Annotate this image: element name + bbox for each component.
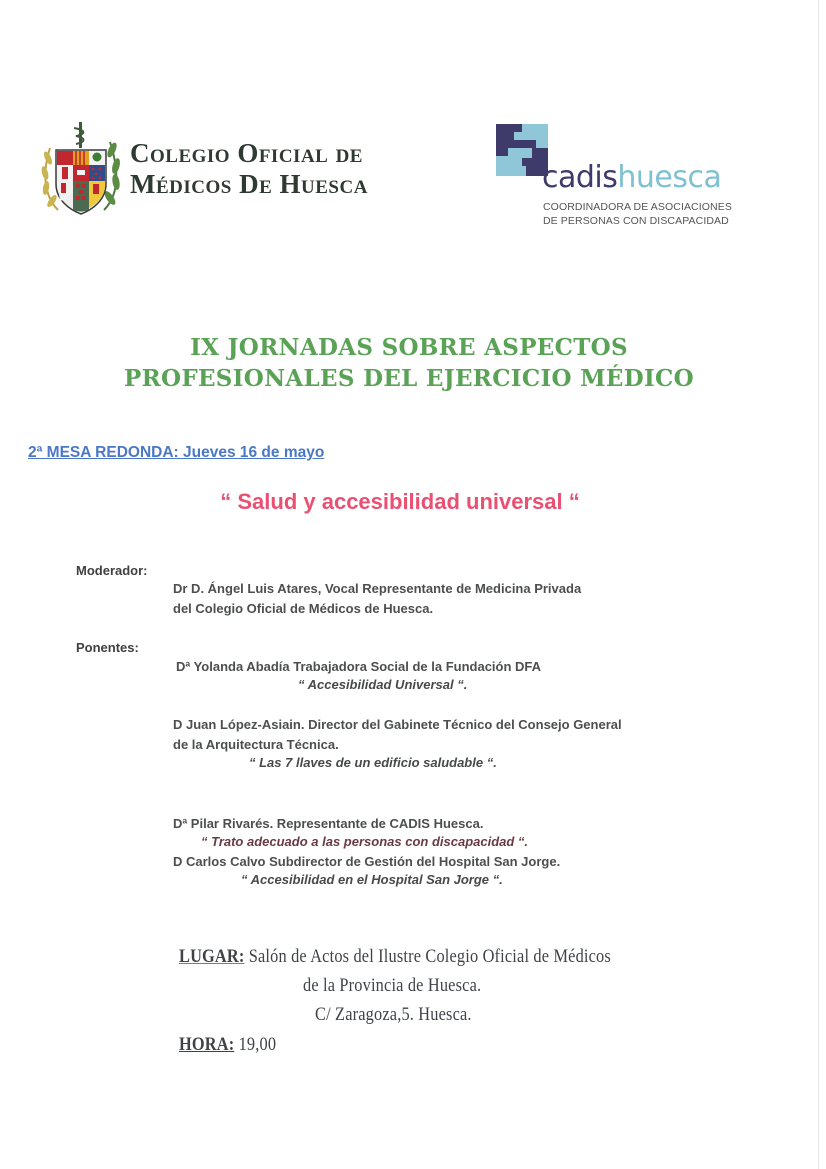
speaker-name: Dª Yolanda Abadía Trabajadora Social de la Fundación DFA xyxy=(176,659,542,674)
coat-of-arms-crest-icon xyxy=(40,118,122,216)
venue-line1 xyxy=(179,943,611,971)
time-value: 19,00 xyxy=(234,1034,277,1055)
cadis-word-part1: cadis xyxy=(542,160,618,195)
speaker-name: D Juan López-Asiain. Director del Gabinete Técnico del Consejo General xyxy=(173,717,622,732)
headline-line1: IX JORNADAS SOBRE ASPECTOS xyxy=(190,334,628,361)
moderator-line1: Dr D. Ángel Luis Atares, Vocal Representante de Medicina Privada xyxy=(173,581,582,596)
cadis-subtitle-line2: DE PERSONAS CON DISCAPACIDAD xyxy=(543,215,729,227)
venue-label: LUGAR: xyxy=(179,946,245,967)
session-title: “ Salud y accesibilidad universal “ xyxy=(220,489,580,514)
speaker-item xyxy=(173,814,528,849)
scan-edge-line xyxy=(818,0,819,1169)
moderator-label: Moderador: xyxy=(76,563,148,578)
time-line xyxy=(179,1031,276,1059)
cadis-subtitle xyxy=(543,200,732,228)
speakers-label: Ponentes: xyxy=(76,640,139,655)
speaker-affiliation: de la Arquitectura Técnica. xyxy=(173,737,339,752)
venue-line2: de la Provincia de Huesca. xyxy=(303,975,482,996)
colegio-logo xyxy=(40,118,385,218)
time-label: HORA: xyxy=(179,1034,235,1055)
round-table-date: 2ª MESA REDONDA: Jueves 16 de mayo xyxy=(28,444,325,461)
venue-address: C/ Zaragoza,5. Huesca. xyxy=(315,1004,472,1025)
cadis-word-part2: huesca xyxy=(617,160,722,195)
talk-title: “ Las 7 llaves de un edificio saludable “. xyxy=(249,755,497,770)
cadis-wordmark xyxy=(542,161,721,195)
cadis-puzzle-mark-icon xyxy=(496,124,548,176)
talk-title: “ Accesibilidad Universal “. xyxy=(298,677,468,692)
venue-place: Salón de Actos del Ilustre Colegio Oficial de Médicos xyxy=(244,946,611,967)
moderator-details xyxy=(173,579,581,619)
moderator-line2: del Colegio Oficial de Médicos de Huesca. xyxy=(173,601,434,616)
talk-title: “ Trato adecuado a las personas con discapacidad “. xyxy=(201,834,529,849)
speaker-item xyxy=(176,657,541,692)
colegio-name xyxy=(130,138,368,200)
headline-line2: PROFESIONALES DEL EJERCICIO MÉDICO xyxy=(123,365,695,392)
talk-title: “ Accesibilidad en el Hospital San Jorge “. xyxy=(241,872,503,887)
speaker-name: D Carlos Calvo Subdirector de Gestión del Hospital San Jorge. xyxy=(173,854,561,869)
speaker-name: Dª Pilar Rivarés. Representante de CADIS Huesca. xyxy=(173,816,484,831)
speaker-item xyxy=(173,715,622,770)
event-headline xyxy=(0,332,818,394)
cadis-huesca-logo xyxy=(494,124,732,234)
speaker-item xyxy=(173,852,560,887)
colegio-name-line2: Médicos De Huesca xyxy=(130,169,368,199)
cadis-subtitle-line1: COORDINADORA DE ASOCIACIONES xyxy=(543,201,732,213)
colegio-name-line1: Colegio Oficial de xyxy=(130,138,363,168)
